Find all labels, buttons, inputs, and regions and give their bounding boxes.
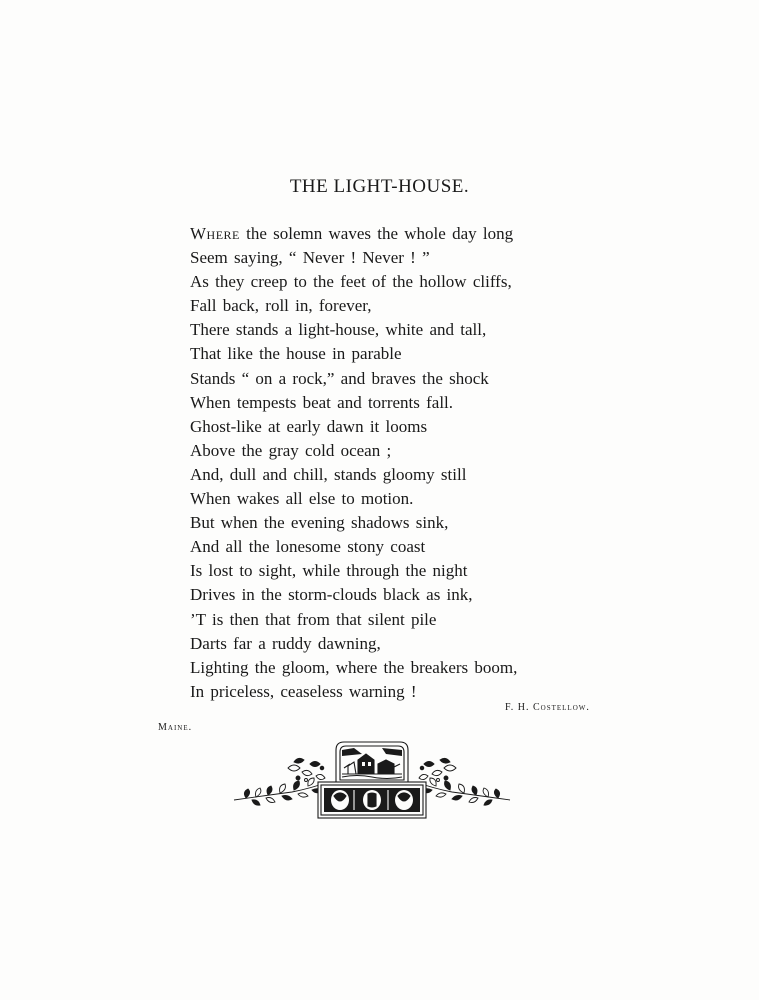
right-foliage [416, 758, 510, 805]
poem-line: But when the evening shadows sink, [190, 513, 449, 533]
poem-line: Above the gray cold ocean ; [190, 440, 392, 460]
poem-title: THE LIGHT-HOUSE. [289, 176, 470, 197]
medallion-panel [318, 782, 426, 818]
poem-line: And, dull and chill, stands gloomy still [190, 464, 467, 484]
poem-line: When tempests beat and torrents fall. [190, 392, 454, 412]
left-foliage [234, 758, 328, 805]
poem-line [190, 222, 590, 246]
poem-line: ’T is then that from that silent pile [190, 609, 437, 629]
poem-line: Seem saying, “ Never ! Never ! ” [190, 248, 430, 268]
poem-line: Ghost-like at early dawn it looms [190, 416, 428, 436]
scene-frame [336, 742, 408, 782]
poem-line: Fall back, roll in, forever, [190, 296, 372, 316]
poem-line: Lighting the gloom, where the breakers boom, [190, 657, 518, 677]
poem-line: As they creep to the feet of the hollow cliffs, [190, 272, 512, 292]
lighthouse-vignette-icon [232, 738, 512, 822]
poem-line: Stands “ on a rock,” and braves the shock [190, 368, 489, 388]
poem-line: In priceless, ceaseless warning ! [190, 681, 417, 701]
poem-first-line-rest: the solemn waves the whole day long [239, 224, 514, 243]
poem-first-word: Where [190, 224, 240, 243]
poem-line: There stands a light-house, white and tall, [190, 320, 487, 340]
poem-author: F. H. Costellow. [505, 702, 590, 713]
poem-line: And all the lonesome stony coast [190, 537, 426, 557]
poem-line: That like the house in parable [190, 344, 402, 364]
poem-line: When wakes all else to motion. [190, 489, 414, 509]
poem-line: Drives in the storm-clouds black as ink, [190, 585, 473, 605]
poem-line: Darts far a ruddy dawning, [190, 633, 381, 653]
poem-place: Maine. [158, 722, 193, 733]
poem-body [190, 222, 590, 704]
poem-line: Is lost to sight, while through the night [190, 561, 468, 581]
